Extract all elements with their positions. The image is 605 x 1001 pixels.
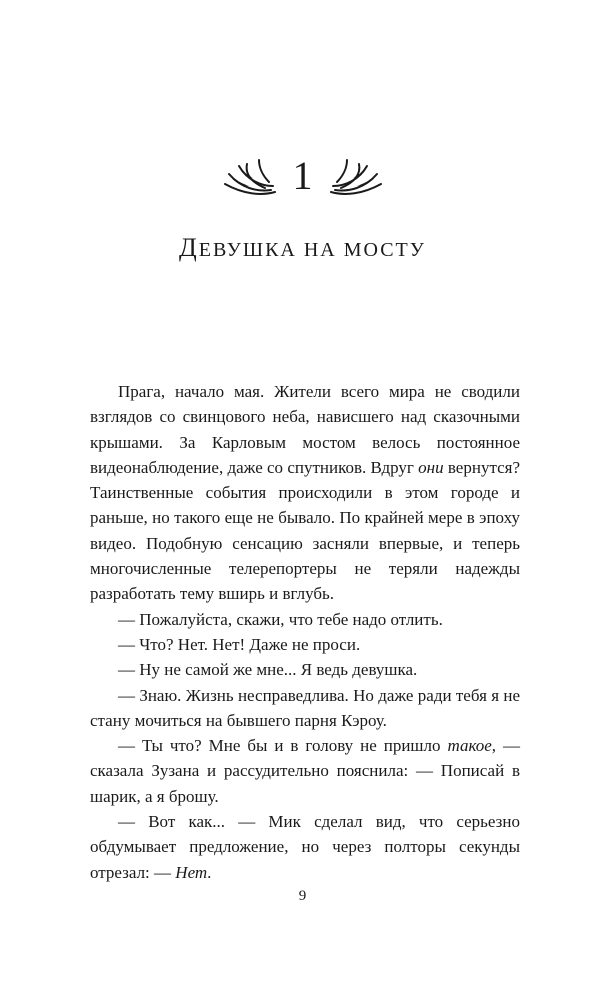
chapter-title-rest: ЕВУШКА НА МОСТУ xyxy=(198,239,426,261)
right-leaf-ornament-icon xyxy=(329,156,385,196)
text-segment: Прага, начало мая. Жители всего мира не сводили взглядов со свинцового неба, нависшего над сказочными крышами. За Карловым мостом велось постоянное видеонаблюдение, даже со спутников. Вдруг xyxy=(90,382,520,477)
text-segment: — Пожалуйста, скажи, что тебе надо отлить. xyxy=(118,609,443,629)
chapter-number: 1 xyxy=(292,153,313,198)
text-segment: — Ты что? Мне бы и в голову не пришло xyxy=(118,736,448,756)
chapter-title xyxy=(0,228,605,270)
text-segment: — Знаю. Жизнь несправедлива. Но даже ради тебя я не стану мочиться на бывшего парня Кэроу. xyxy=(90,685,520,730)
text-segment: — Что? Нет. Нет! Даже не проси. xyxy=(118,634,361,654)
text-segment: — Вот как... — Мик сделал вид, что серьезно обдумывает предложение, но через полторы секунды отрезал: — xyxy=(90,812,520,882)
chapter-heading xyxy=(0,150,605,202)
paragraph xyxy=(90,683,520,734)
paragraph xyxy=(90,632,520,657)
italic-text: они xyxy=(418,457,444,477)
body-text xyxy=(90,379,520,885)
paragraph xyxy=(90,657,520,682)
chapter-title-initial: Д xyxy=(179,233,199,262)
paragraph xyxy=(90,733,520,809)
italic-text: Нет xyxy=(175,862,208,882)
left-leaf-ornament-icon xyxy=(221,156,277,196)
text-segment: — Ну не самой же мне... Я ведь девушка. xyxy=(118,660,418,680)
paragraph xyxy=(90,607,520,632)
paragraph xyxy=(90,379,520,607)
text-segment: . xyxy=(207,862,212,882)
page-number: 9 xyxy=(298,888,307,904)
italic-text: такое xyxy=(447,736,492,756)
paragraph xyxy=(90,809,520,885)
text-segment: вернутся? Таинственные события происходили в этом городе и раньше, но такого еще не бывало. По крайней мере в эпоху видео. Подобную сенсацию засняли впервые, и теперь многочисленные телерепортеры не теряли надежды разработать тему вширь и вглубь. xyxy=(90,457,520,604)
text-segment: , — сказала Зузана и рассудительно пояснила: — Пописай в шарик, а я брошу. xyxy=(90,736,521,806)
